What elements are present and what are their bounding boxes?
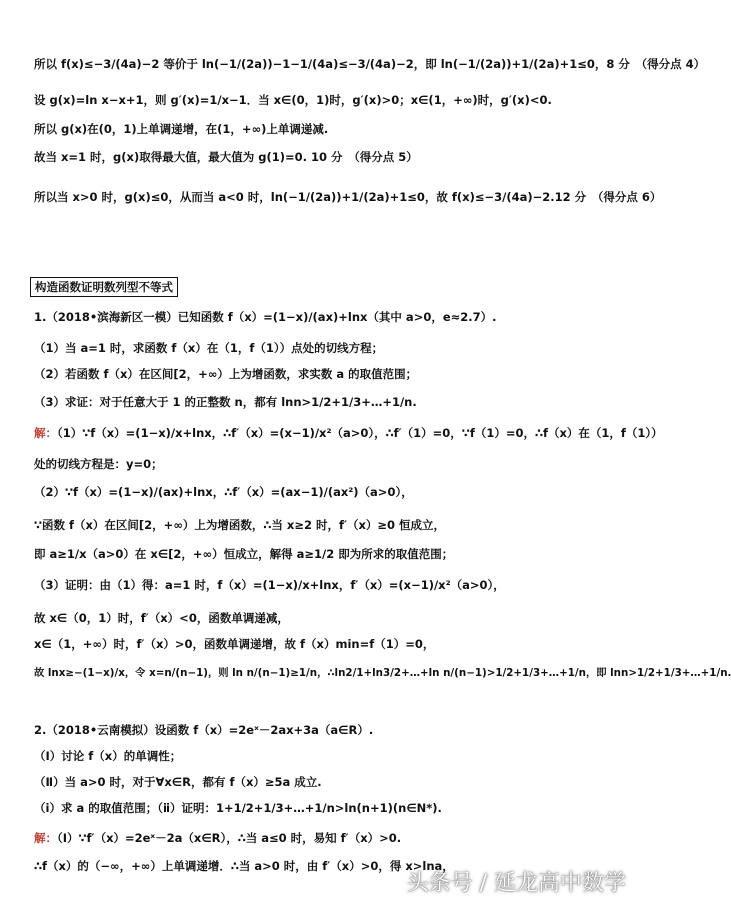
- solution1-line-1: [34, 425, 663, 441]
- problem1-q1: （1）当 a=1 时，求函数 f（x）在（1，f（1））点处的切线方程；: [34, 341, 384, 355]
- solution1-line-4: ∵函数 f（x）在区间[2，+∞）上为增函数，∴当 x≥2 时，f′（x）≥0 恒成立，: [34, 518, 446, 532]
- proof-line-1: 所以 f(x)≤−3/(4a)−2 等价于 ln(−1/(2a))−1−1/(4a)≤−3/(4a)−2，即 ln(−1/(2a))+1/(2a)+1≤0，8 分 （得分点 4）: [34, 57, 706, 71]
- solution2-line-1: [34, 830, 626, 846]
- proof-line-5: 所以当 x>0 时，g(x)≤0，从而当 a<0 时，ln(−1/(2a))+1/(2a)+1≤0，故 f(x)≤−3/(4a)−2.12 分 （得分点 6）: [34, 190, 662, 204]
- solution2-line-2: ∴f（x）的（−∞，+∞）上单调递增．∴当 a>0 时，由 f′（x）>0，得 x>lna，: [34, 859, 454, 873]
- problem2-stem: 2.（2018•云南模拟）设函数 f（x）=2eˣ－2ax+3a（a∈R）.: [34, 723, 374, 737]
- solution1-text-1: （1）∵f（x）=(1−x)/x+lnx，∴f′（x）=(x−1)/x²（a>0），∴f′（1）=0，∵f（1）=0，∴f（x）在（1，f（1））: [57, 426, 663, 440]
- solution1-line-5: 即 a≥1/x（a>0）在 x∈[2，+∞）恒成立，解得 a≥1/2 即为所求的取值范围；: [34, 547, 454, 561]
- proof-line-2: 设 g(x)=ln x−x+1，则 g′(x)=1/x−1．当 x∈(0，1)时，g′(x)>0；x∈(1，+∞)时，g′(x)<0.: [34, 93, 552, 107]
- proof-line-4: 故当 x=1 时，g(x)取得最大值，最大值为 g(1)=0. 10 分 （得分点 5）: [34, 150, 418, 164]
- solution2-text-1: （Ⅰ）∵f′（x）=2eˣ－2a（x∈R），∴当 a≤0 时，易知 f′（x）>0.: [57, 831, 402, 845]
- problem2-q3: （ⅰ）求 a 的取值范围；（ⅱ）证明：1+1/2+1/3+…+1/n>ln(n+1)(n∈N*).: [34, 801, 442, 815]
- watermark: 头条号 / 延龙高中数学: [406, 871, 626, 896]
- solution1-line-3: （2）∵f（x）=(1−x)/(ax)+lnx，∴f′（x）=(ax−1)/(ax²)（a>0），: [34, 485, 413, 499]
- section-title: 构造函数证明数列型不等式: [30, 277, 178, 297]
- solution-label: 解：: [34, 426, 57, 440]
- problem2-q2: （Ⅱ）当 a>0 时，对于∀x∈R，都有 f（x）≥5a 成立.: [34, 775, 322, 789]
- solution1-line-8: x∈（1，+∞）时，f′（x）>0，函数单调递增，故 f（x）min=f（1）=0，: [34, 637, 435, 651]
- solution1-line-9: 故 lnx≥−(1−x)/x，令 x=n/(n−1)，则 ln n/(n−1)≥1/n，∴ln2/1+ln3/2+…+ln n/(n−1)>1/2+1/3+…+1/n，即 lnn>1/2+1/3+…+1/n.: [34, 667, 731, 679]
- solution-label: 解：: [34, 831, 57, 845]
- solution1-line-7: 故 x∈（0，1）时，f′（x）<0，函数单调递减，: [34, 611, 289, 625]
- problem2-q1: （Ⅰ）讨论 f（x）的单调性；: [34, 749, 182, 763]
- proof-line-3: 所以 g(x)在(0，1)上单调递增，在(1，+∞)上单调递减.: [34, 122, 329, 136]
- solution1-line-2: 处的切线方程是：y=0；: [34, 457, 163, 471]
- solution1-line-6: （3）证明：由（1）得：a=1 时，f（x）=(1−x)/x+lnx，f′（x）=(x−1)/x²（a>0），: [34, 578, 505, 592]
- problem1-q2: （2）若函数 f（x）在区间[2，+∞）上为增函数，求实数 a 的取值范围；: [34, 367, 418, 381]
- problem1-q3: （3）求证：对于任意大于 1 的正整数 n，都有 lnn>1/2+1/3+…+1/n.: [34, 395, 417, 409]
- problem1-stem: 1.（2018•滨海新区一模）已知函数 f（x）=(1−x)/(ax)+lnx（其中 a>0，e≈2.7）.: [34, 310, 497, 324]
